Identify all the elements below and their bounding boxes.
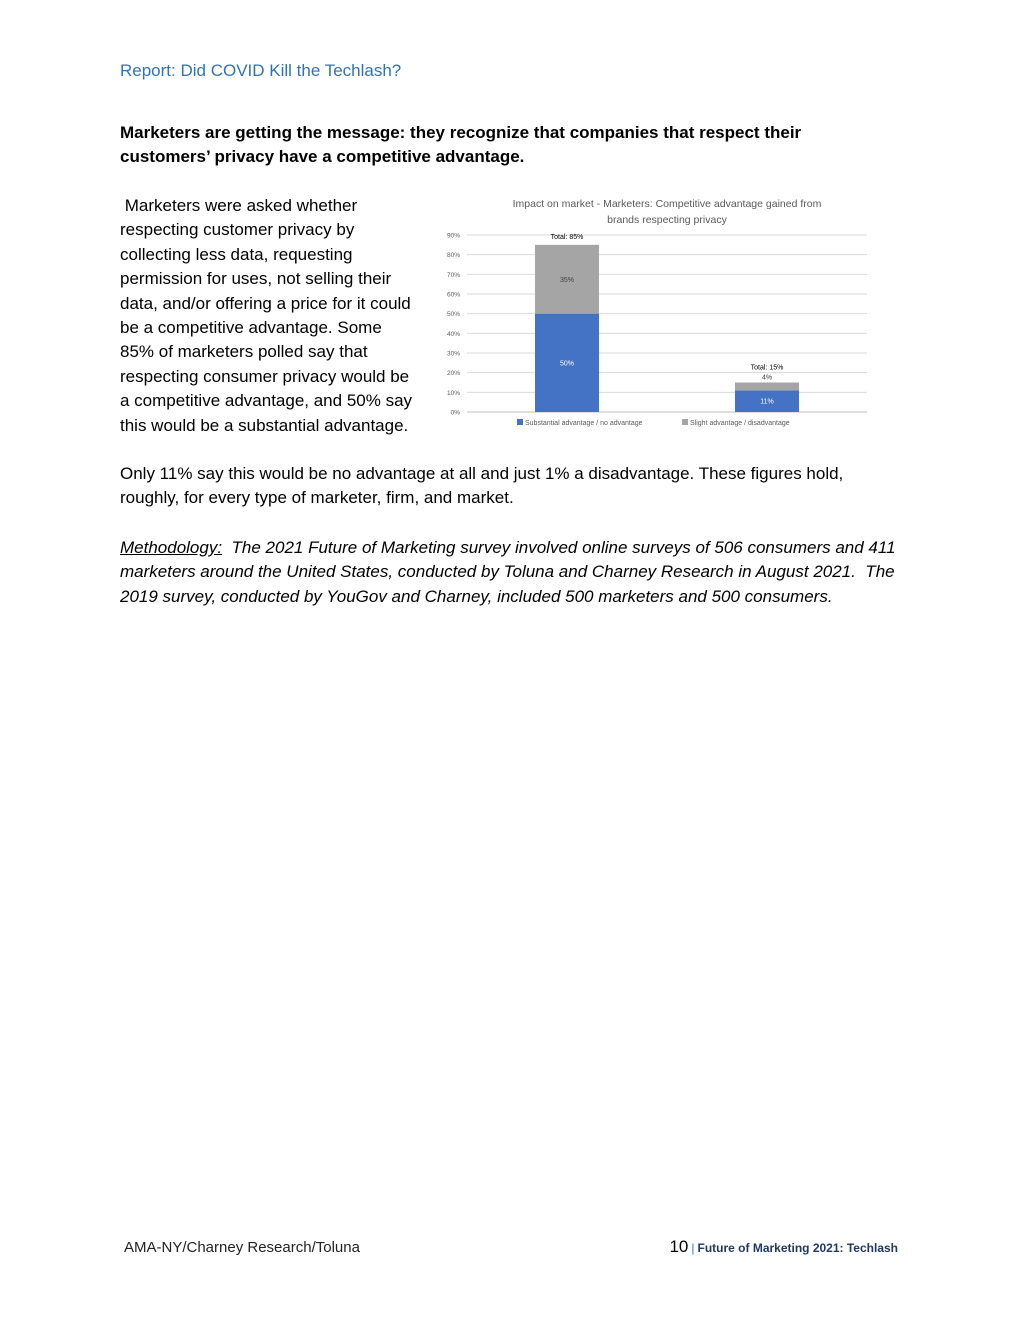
methodology-text: The 2021 Future of Marketing survey involved online surveys of 506 consumers and 411 marketers around the United States, conducted by Toluna and Charney Research in August 2021. The 2019 survey, conducted by YouGov and Charney, included 500 marketers and 500 consumers. [120, 538, 901, 606]
y-tick-label: 40% [446, 330, 460, 338]
footer-page-info [669, 1237, 898, 1257]
chart-title-line: brands respecting privacy [607, 214, 727, 226]
legend-swatch-slight [682, 419, 688, 425]
side-paragraph: Marketers were asked whether respecting customer privacy by collecting less data, requesting permission for uses, not selling their data, and/or offering a price for it could be a competitive advantage. Some 85% of marketers polled say that respecting consumer privacy would be a competitive advantage, and 50% say this would be a substantial advantage. [120, 196, 417, 435]
y-tick-label: 30% [446, 350, 460, 358]
footer-report-name: Future of Marketing 2021: Techlash [697, 1241, 898, 1255]
report-header-title: Report: Did COVID Kill the Techlash? [120, 61, 402, 80]
chart-title-line: Impact on market - Marketers: Competitive advantage gained from [512, 198, 822, 210]
section-subheading: Marketers are getting the message: they recognize that companies that respect their customers’ privacy have a competitive advantage. [120, 123, 802, 166]
data-label: 4% [761, 374, 773, 382]
legend-label-slight: Slight advantage / disadvantage [690, 420, 790, 427]
y-tick-label: 20% [446, 370, 460, 378]
y-tick-label: 10% [446, 389, 460, 397]
y-tick-label: 80% [446, 252, 460, 260]
y-tick-label: 60% [446, 291, 460, 299]
footer-organizations: AMA-NY/Charney Research/Toluna [124, 1239, 360, 1256]
total-label: Total: 85% [550, 233, 584, 241]
methodology-paragraph [120, 536, 905, 609]
footer-separator: | [691, 1241, 695, 1255]
methodology-label: Methodology: [120, 538, 223, 557]
data-label: 11% [760, 398, 774, 406]
bar-segment-slight [735, 383, 799, 391]
chart-canvas [437, 193, 877, 433]
data-label: 50% [559, 360, 575, 368]
legend-label-substantial: Substantial advantage / no advantage [525, 420, 643, 427]
y-tick-label: 90% [446, 232, 460, 240]
stacked-bar-chart [437, 193, 877, 433]
total-label: Total: 15% [750, 364, 784, 372]
continuation-paragraph: Only 11% say this would be no advantage at all and just 1% a disadvantage. These figures hold, roughly, for every type of marketer, firm, and market. [120, 464, 844, 508]
legend-swatch-substantial [517, 419, 523, 425]
y-tick-label: 70% [446, 271, 460, 279]
page-number: 10 [669, 1237, 689, 1256]
y-tick-label: 50% [446, 311, 460, 319]
y-tick-label: 0% [450, 409, 460, 417]
data-label: 35% [559, 276, 575, 284]
